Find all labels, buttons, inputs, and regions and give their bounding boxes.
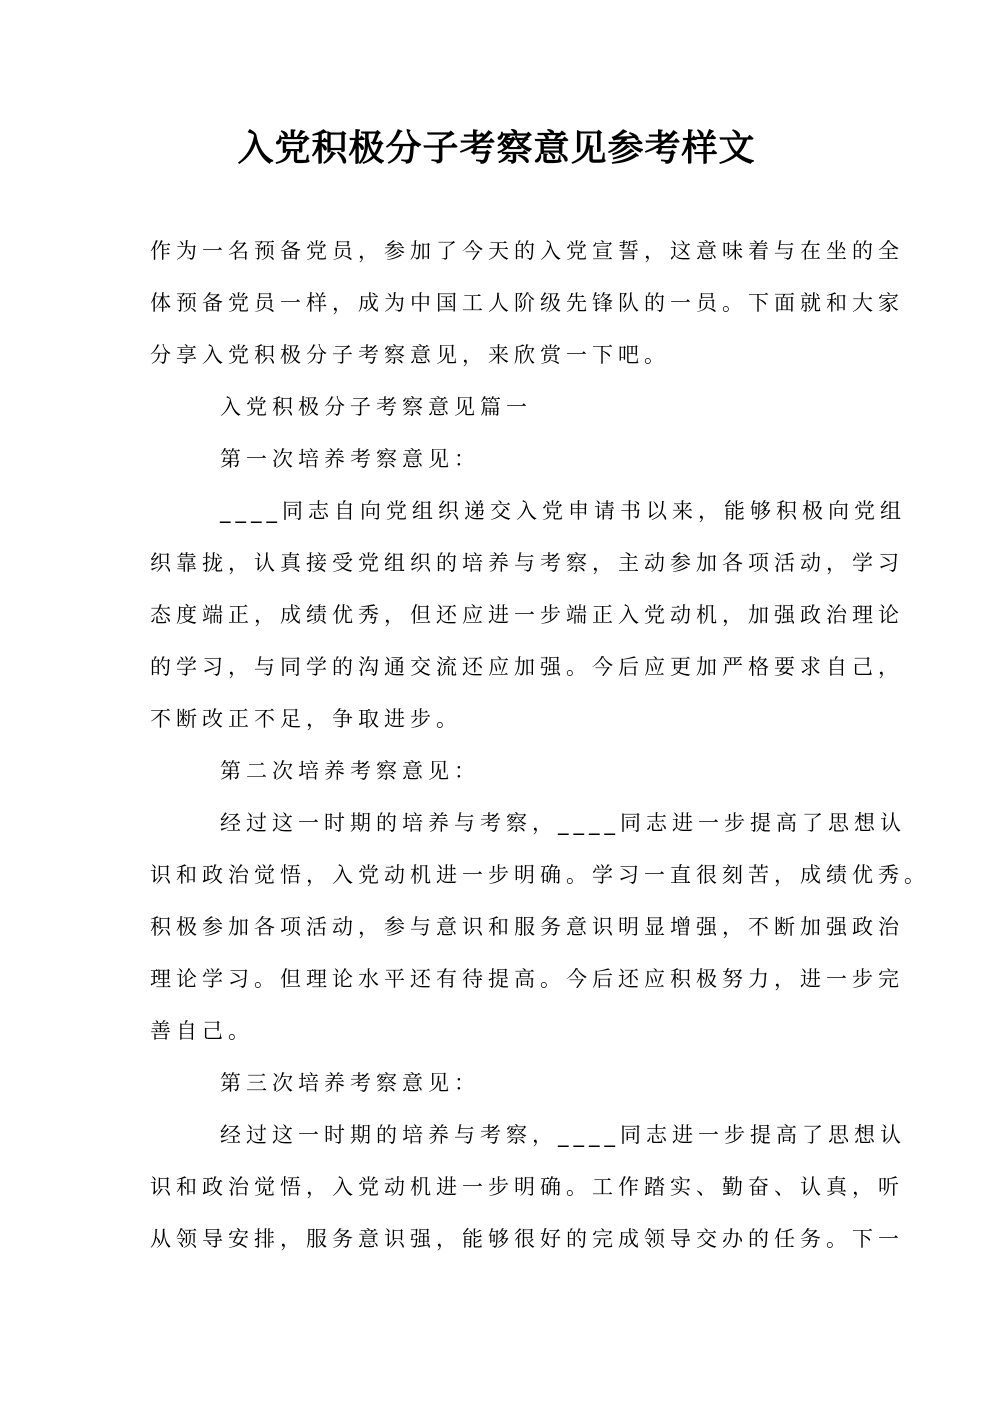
- paragraph-line: 经过这一时期的培养与考察，____同志进一步提高了思想认: [220, 811, 906, 835]
- paragraph-line: 积极参加各项活动，参与意识和服务意识明显增强，不断加强政治: [150, 915, 904, 939]
- subsection-heading: 第一次培养考察意见：: [220, 447, 480, 471]
- paragraph-line: 体预备党员一样，成为中国工人阶级先锋队的一员。下面就和大家: [150, 291, 904, 315]
- paragraph-line: 不断改正不足，争取进步。: [150, 707, 462, 731]
- document-title: 入党积极分子考察意见参考样文: [237, 127, 756, 169]
- paragraph-line: 识和政治觉悟，入党动机进一步明确。工作踏实、勤奋、认真，听: [150, 1175, 904, 1199]
- paragraph-line: 从领导安排，服务意识强，能够很好的完成领导交办的任务。下一: [150, 1227, 904, 1251]
- paragraph-line: 分享入党积极分子考察意见，来欣赏一下吧。: [150, 343, 670, 367]
- paragraph-line: 善自己。: [150, 1019, 254, 1043]
- section-heading: 入党积极分子考察意见篇一: [220, 395, 532, 419]
- paragraph-line: 的学习，与同学的沟通交流还应加强。今后应更加严格要求自己，: [150, 655, 904, 679]
- subsection-heading: 第三次培养考察意见：: [220, 1071, 480, 1095]
- paragraph-line: 经过这一时期的培养与考察，____同志进一步提高了思想认: [220, 1123, 906, 1147]
- paragraph-line: ____同志自向党组织递交入党申请书以来，能够积极向党组: [220, 499, 906, 523]
- subsection-heading: 第二次培养考察意见：: [220, 759, 480, 783]
- paragraph-line: 识和政治觉悟，入党动机进一步明确。学习一直很刻苦，成绩优秀。: [150, 863, 930, 887]
- paragraph-line: 作为一名预备党员，参加了今天的入党宣誓，这意味着与在坐的全: [150, 239, 904, 263]
- paragraph-line: 织靠拢，认真接受党组织的培养与考察，主动参加各项活动，学习: [150, 551, 904, 575]
- paragraph-line: 理论学习。但理论水平还有待提高。今后还应积极努力，进一步完: [150, 967, 904, 991]
- paragraph-line: 态度端正，成绩优秀，但还应进一步端正入党动机，加强政治理论: [150, 603, 904, 627]
